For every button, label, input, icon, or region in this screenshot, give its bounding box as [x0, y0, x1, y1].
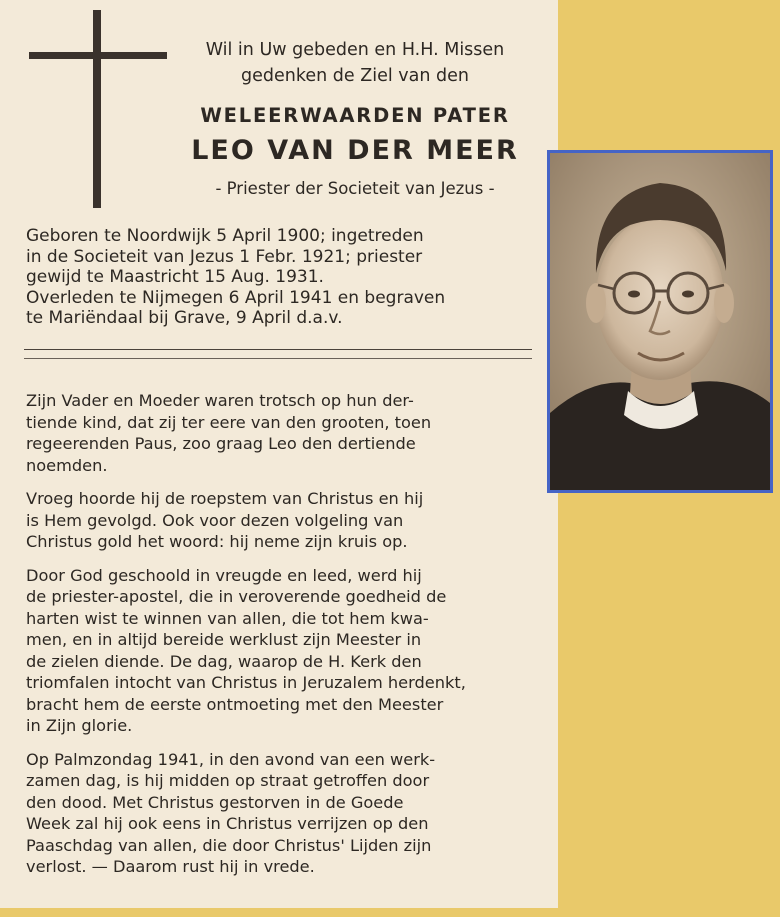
text-line: triomfalen intocht van Christus in Jeruzalem herdenkt, — [26, 673, 466, 692]
text-line: Vroeg hoorde hij de roepstem van Christus en hij — [26, 489, 424, 508]
divider-rule — [24, 349, 532, 350]
title-line-1: WELEERWAARDEN PATER — [200, 104, 510, 127]
text-line: Zijn Vader en Moeder waren trotsch op hun der- — [26, 391, 414, 410]
text-line: bracht hem de eerste ontmoeting met den Meester — [26, 694, 444, 714]
portrait-photo — [547, 150, 773, 493]
text-line: den dood. Met Christus gestorven in de Goede — [26, 792, 404, 812]
text-line: Paaschdag van allen, die door Christus' Lijden zijn — [26, 835, 432, 855]
text-line: zamen dag, is hij midden op straat getroffen door — [26, 771, 430, 790]
cross-icon-bar — [29, 52, 167, 59]
subtitle: - Priester der Societeit van Jezus - — [215, 179, 495, 198]
intro-line-1: Wil in Uw gebeden en H.H. Missen — [205, 40, 505, 60]
text-line: Door God geschoold in vreugde en leed, werd hij — [26, 565, 422, 585]
paragraph-1 — [26, 390, 541, 476]
bio-line: gewijd te Maastricht 15 Aug. 1931. — [26, 267, 324, 287]
text-line: de priester-apostel, die in veroverende goedheid de — [26, 587, 447, 606]
paragraph-4 — [26, 749, 541, 878]
text-line: harten wist te winnen van allen, die tot hem kwa- — [26, 608, 429, 628]
text-line: is Hem gevolgd. Ook voor dezen volgeling van — [26, 510, 404, 530]
bio-line: te Mariëndaal bij Grave, 9 April d.a.v. — [26, 308, 343, 328]
paragraph-3 — [26, 565, 541, 737]
paragraph-2 — [26, 488, 541, 553]
text-line: men, en in altijd bereide werklust zijn Meester in — [26, 630, 422, 649]
eulogy-text — [26, 390, 541, 890]
intro-line-2: gedenken de Ziel van den — [241, 66, 469, 86]
divider-rule-thin — [24, 358, 532, 359]
text-line: noemden. — [26, 455, 108, 475]
bio-line: Geboren te Noordwijk 5 April 1900; ingetreden — [26, 226, 424, 246]
text-line: Christus gold het woord: hij neme zijn kruis op. — [26, 532, 408, 551]
text-line: de zielen diende. De dag, waarop de H. Kerk den — [26, 651, 422, 671]
text-line: verlost. — Daarom rust hij in vrede. — [26, 857, 315, 876]
text-line: Op Palmzondag 1941, in den avond van een werk- — [26, 749, 436, 769]
portrait-image — [550, 153, 770, 490]
text-line: in Zijn glorie. — [26, 716, 133, 735]
bio-line: Overleden te Nijmegen 6 April 1941 en begraven — [26, 287, 446, 308]
text-line: regeerenden Paus, zoo graag Leo den dertiende — [26, 434, 416, 453]
text-line: tiende kind, dat zij ter eere van den grooten, toen — [26, 412, 432, 432]
biography-block — [26, 226, 541, 329]
cross-icon — [93, 10, 101, 208]
bio-line: in de Societeit van Jezus 1 Febr. 1921; priester — [26, 246, 423, 267]
text-line: Week zal hij ook eens in Christus verrijzen op den — [26, 814, 429, 833]
deceased-name: LEO VAN DER MEER — [191, 135, 519, 166]
